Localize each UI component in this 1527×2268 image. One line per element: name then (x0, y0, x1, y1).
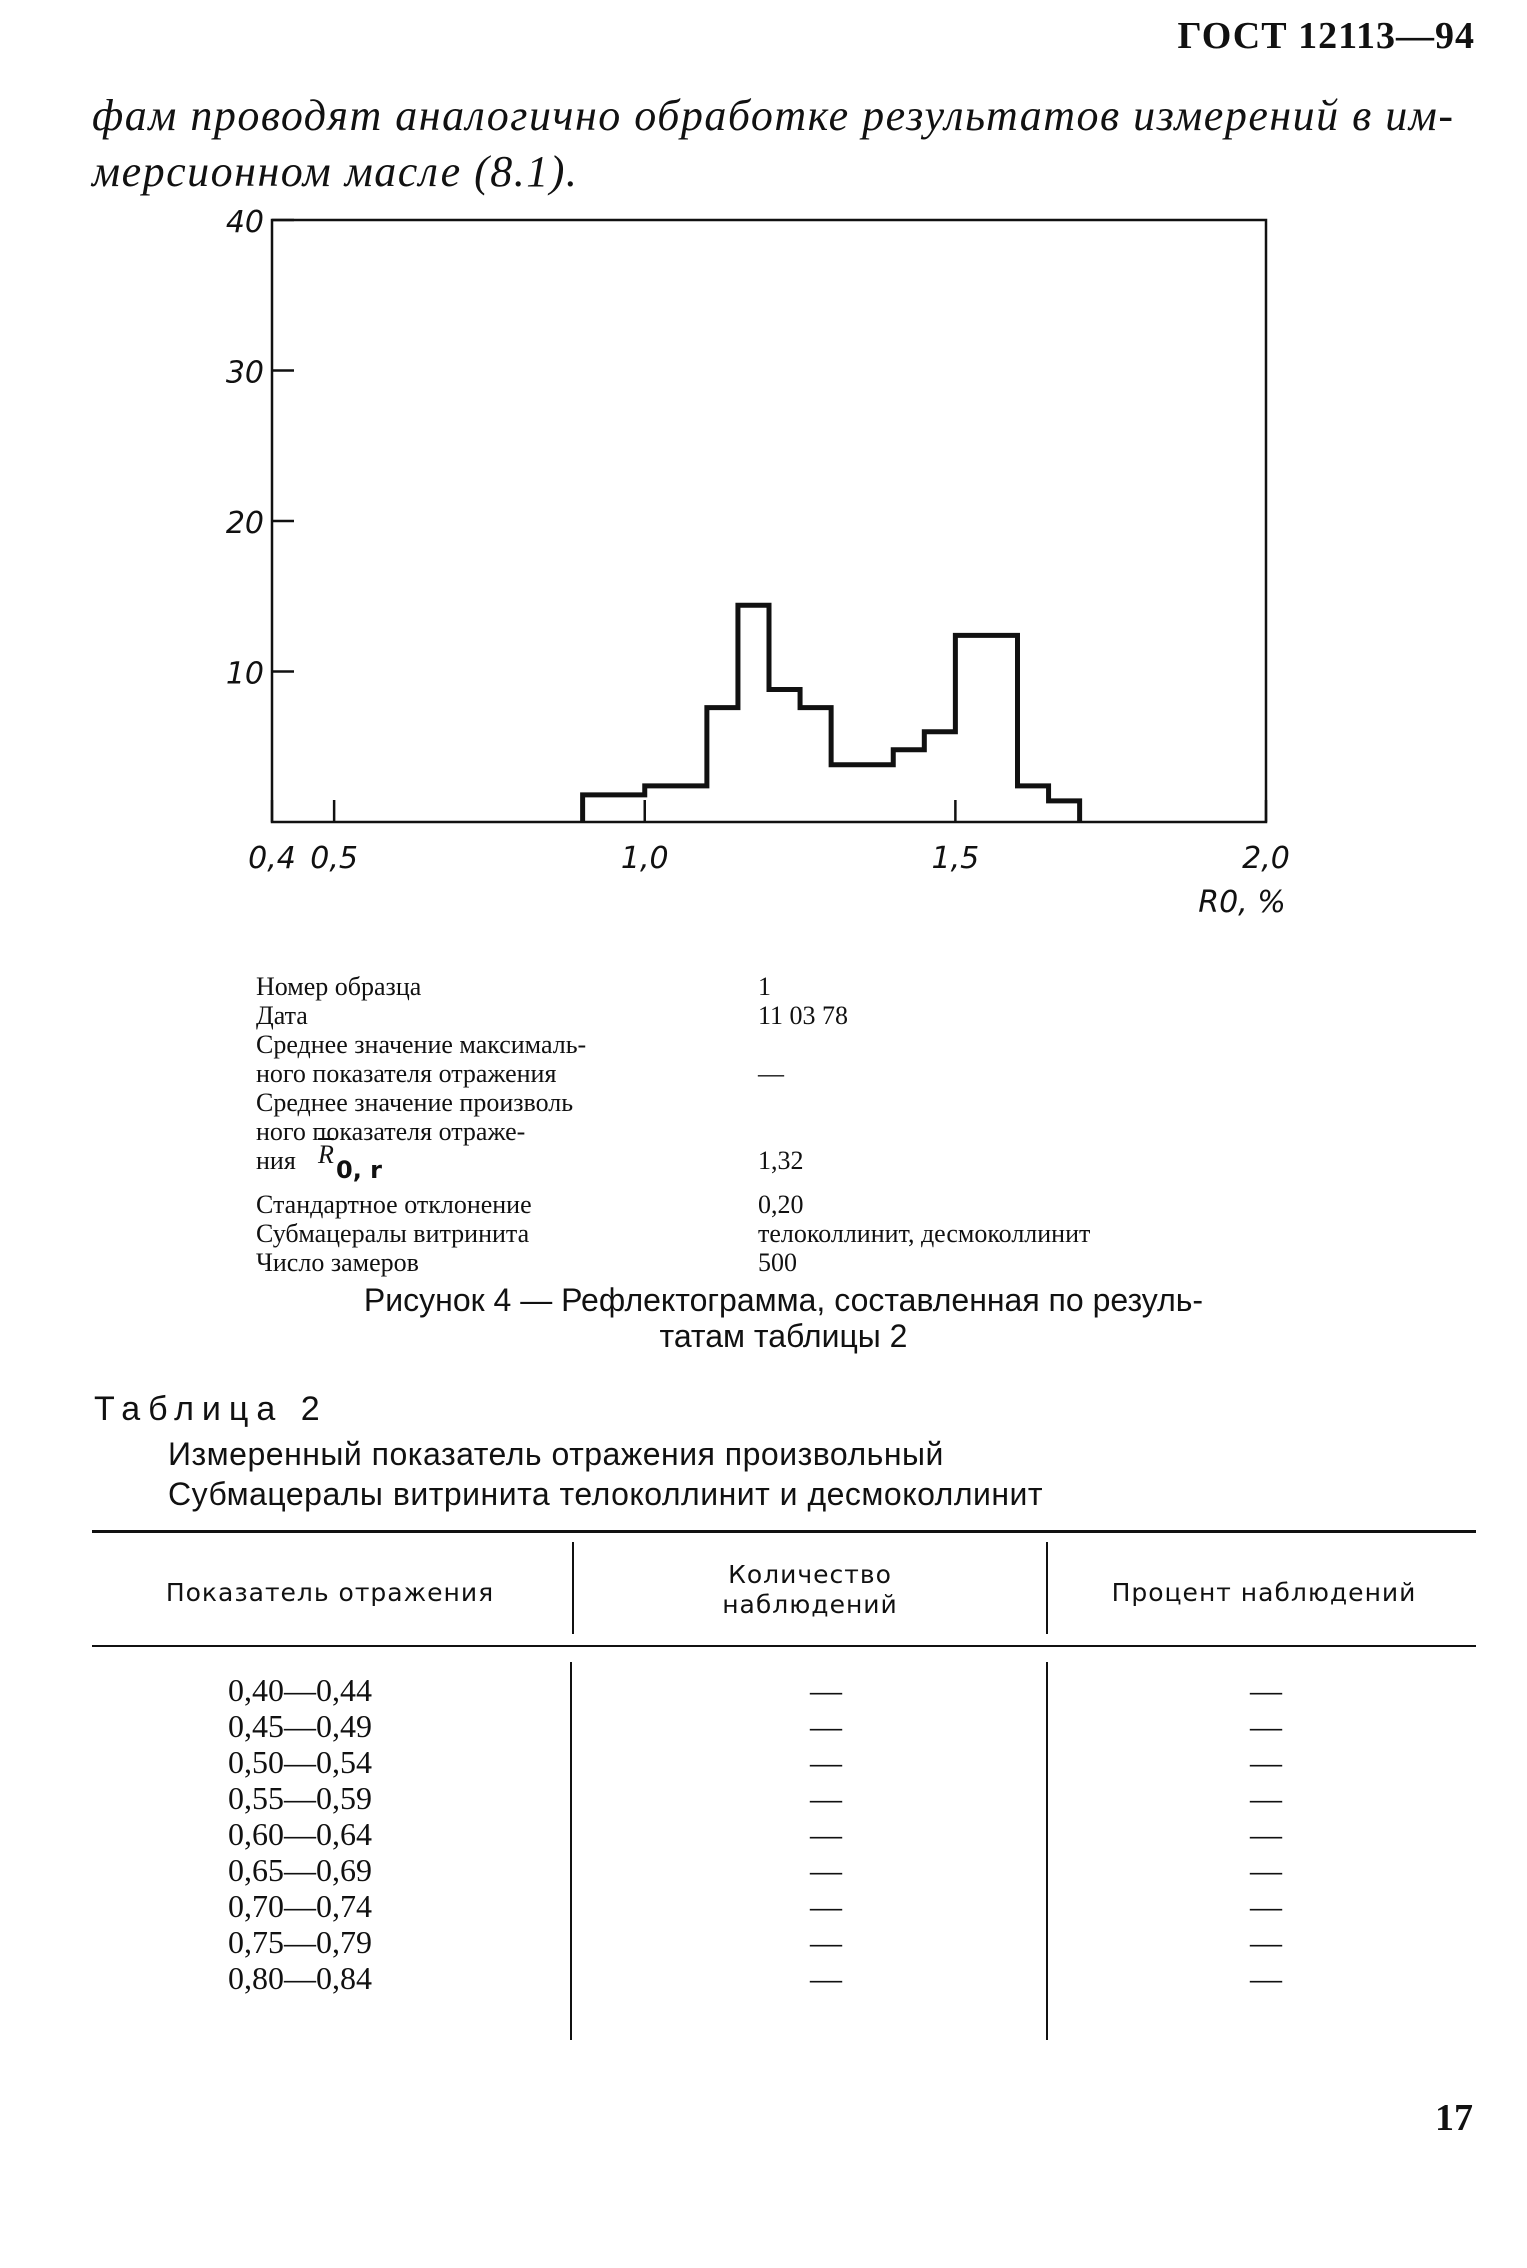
histogram-bar (769, 690, 800, 822)
table-row-range: 0,80—0,84 (228, 1960, 372, 1996)
histogram-bar (955, 635, 986, 822)
table-row-percent: — (1250, 1708, 1282, 1744)
sample-info-label: Среднее значение максималь- (256, 1030, 587, 1059)
table-row-count: — (810, 1744, 842, 1780)
table-row-percent: — (1250, 1924, 1282, 1960)
sample-info-label: ного показателя отраже- (256, 1117, 526, 1146)
page-number: 17 (1435, 2097, 1473, 2139)
sample-info-label: Дата (256, 1001, 308, 1030)
table-row-count: — (810, 1852, 842, 1888)
table-row-range: 0,70—0,74 (228, 1888, 372, 1924)
y-tick-label: 20 (225, 506, 264, 541)
histogram-bar (800, 708, 831, 822)
caption-line-2: татам таблицы 2 (659, 1318, 908, 1354)
table-row-percent: — (1250, 1744, 1282, 1780)
histogram-bar (738, 605, 769, 822)
reflectance-subscript: 0, r (336, 1156, 383, 1184)
table-row-count: — (810, 1960, 842, 1996)
histogram-bar (1049, 801, 1080, 822)
figure-caption (0, 1282, 1527, 1354)
histogram-bar (707, 708, 738, 822)
intro-line-1: фам проводят аналогично обработке результатов измерений в им- (92, 91, 1455, 140)
y-tick-label: 40 (225, 205, 264, 240)
table-row-percent: — (1250, 1780, 1282, 1816)
y-tick-label: 10 (225, 656, 264, 692)
table-row-percent: — (1250, 1816, 1282, 1852)
sample-info-value: 11 03 78 (758, 1001, 849, 1030)
x-tick-label: 0,5 (310, 841, 358, 876)
column-header-percent: Процент наблюдений (1111, 1578, 1417, 1607)
table-row-range: 0,45—0,49 (228, 1708, 372, 1744)
table-row-range: 0,55—0,59 (228, 1780, 372, 1816)
table-row-range: 0,65—0,69 (228, 1852, 372, 1888)
table-row-percent: — (1250, 1672, 1282, 1708)
table-subtitle-2: Субмацералы витринита телоколлинит и десмоколлинит (168, 1476, 1044, 1512)
x-tick-label: 0,4 (248, 841, 296, 876)
reflectance-symbol: $\overline{R}$ (318, 1140, 334, 1169)
column-header-count (580, 1560, 1040, 1620)
column-header-count-line-1: Количество (728, 1560, 892, 1589)
sample-info-value: 1 (758, 972, 771, 1001)
table-row-range: 0,40—0,44 (228, 1672, 372, 1708)
histogram-bar (893, 750, 924, 822)
table-row-percent: — (1250, 1960, 1282, 1996)
column-header-count-line-2: наблюдений (722, 1590, 898, 1619)
table-row-range: 0,60—0,64 (228, 1816, 372, 1852)
sample-info-value: телоколлинит, десмоколлинит (758, 1219, 1091, 1248)
table-col-divider-1 (572, 1542, 574, 1634)
sample-info-label: Среднее значение произволь (256, 1088, 574, 1117)
table-row-percent: — (1250, 1888, 1282, 1924)
table-body-divider-2 (1046, 1662, 1048, 2040)
x-axis-label: R0, % (1198, 885, 1286, 920)
column-header-reflectance: Показатель отражения (165, 1578, 495, 1607)
x-tick-label: 1,0 (620, 841, 669, 876)
intro-line-2: мерсионном масле (8.1). (92, 147, 579, 196)
sample-info-label: Стандартное отклонение (256, 1190, 532, 1219)
sample-info-label: Число замеров (256, 1248, 419, 1277)
sample-info-value: 0,20 (758, 1190, 804, 1219)
sample-info-value: 500 (758, 1248, 797, 1277)
sample-info-label: ния (256, 1146, 296, 1175)
histogram-bar (862, 765, 893, 822)
histogram-bar (645, 786, 676, 822)
table-row-range: 0,50—0,54 (228, 1744, 372, 1780)
chart-histogram (583, 605, 1080, 822)
y-tick-label: 30 (225, 355, 264, 391)
x-tick-label: 1,5 (931, 841, 980, 876)
table-row-percent: — (1250, 1852, 1282, 1888)
sample-info-value: 1,32 (758, 1146, 804, 1175)
table-row-range: 0,75—0,79 (228, 1924, 372, 1960)
histogram-bar (583, 795, 614, 822)
sample-info-value: — (758, 1059, 784, 1088)
table-header-rule (92, 1645, 1476, 1647)
table-title: Таблица 2 (94, 1390, 328, 1428)
histogram-bar (831, 765, 862, 822)
table-body-divider-1 (570, 1662, 572, 2040)
histogram-bar (986, 635, 1017, 822)
table-row-count: — (810, 1888, 842, 1924)
document-header: ГОСТ 12113—94 (1177, 15, 1475, 57)
histogram-bar (1018, 786, 1049, 822)
table-row-count: — (810, 1780, 842, 1816)
sample-info-label: Номер образца (256, 972, 422, 1001)
table-row-count: — (810, 1672, 842, 1708)
sample-info-label: Субмацералы витринита (256, 1219, 530, 1248)
histogram-bar (614, 795, 645, 822)
histogram-bar (924, 732, 955, 822)
table-col-divider-2 (1046, 1542, 1048, 1634)
sample-info-label: ного показателя отражения (256, 1059, 557, 1088)
reflectogram-chart (0, 0, 1527, 960)
table-subtitle-1: Измеренный показатель отражения произвольный (168, 1436, 944, 1472)
table-row-count: — (810, 1708, 842, 1744)
histogram-bar (676, 786, 707, 822)
table-row-count: — (810, 1816, 842, 1852)
table-top-rule (92, 1530, 1476, 1533)
caption-line-1: Рисунок 4 — Рефлектограмма, составленная по резуль- (363, 1282, 1204, 1318)
x-tick-label: 2,0 (1242, 841, 1290, 876)
table-row-count: — (810, 1924, 842, 1960)
